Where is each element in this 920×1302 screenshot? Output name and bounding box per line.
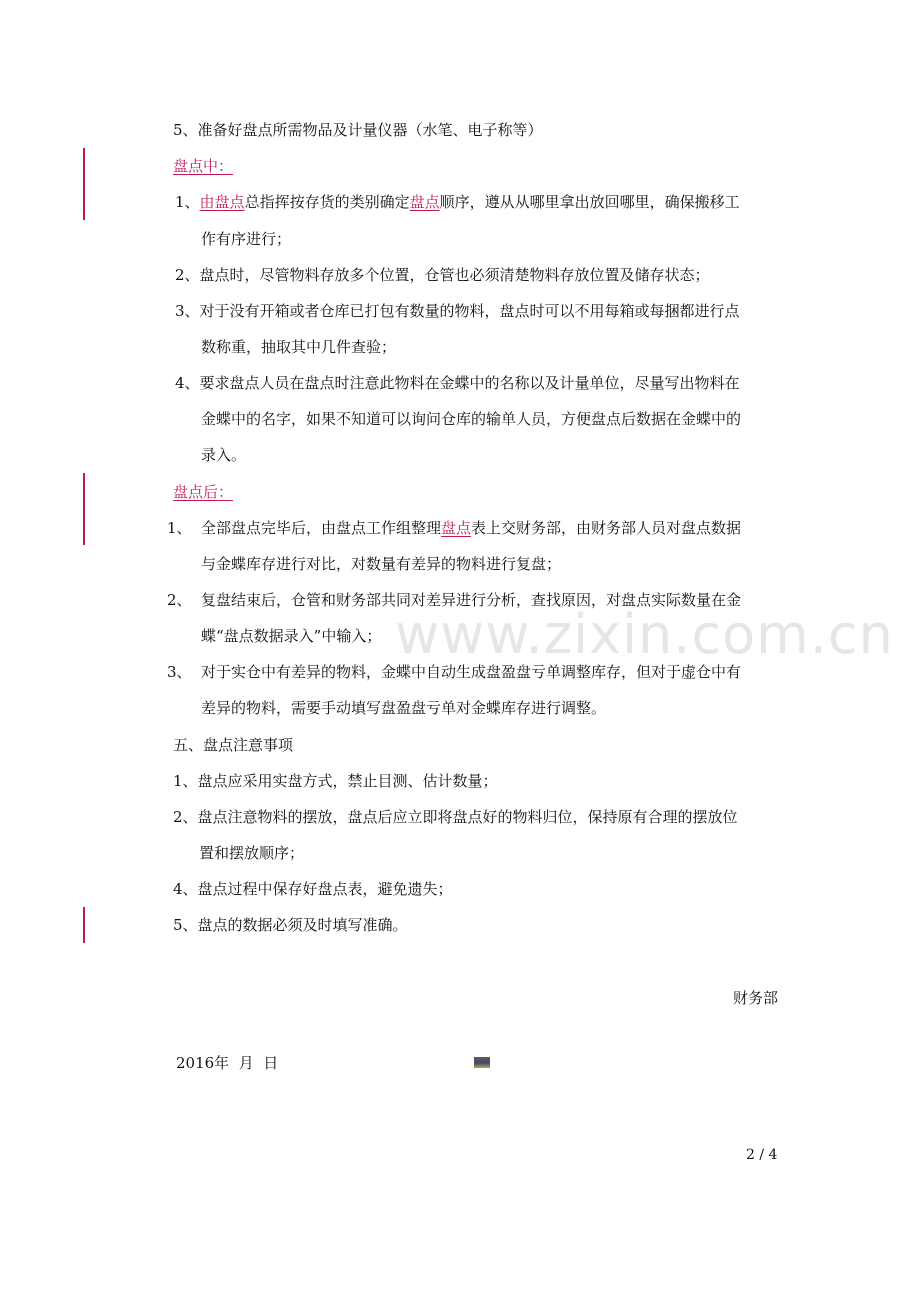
section-heading-during: 盘点中：	[173, 157, 234, 175]
after-item-3: 对于实仓中有差异的物料，金蝶中自动生成盘盈盘亏单调整库存，但对于虚仓中有	[201, 663, 742, 681]
link-pandian[interactable]: 盘点	[409, 193, 440, 211]
during-item-1-cont: 作有序进行；	[201, 230, 292, 248]
revision-bar	[83, 907, 85, 943]
after-item-3-cont: 差异的物料，需要手动填写盘盈盘亏单对金蝶库存进行调整。	[201, 699, 607, 717]
page-number: 2 / 4	[746, 1147, 778, 1163]
notes-item-4: 4、盘点过程中保存好盘点表，避免遗失；	[173, 880, 453, 898]
during-item-4: 4、要求盘点人员在盘点时注意此物料在金蝶中的名称以及计量单位，尽量写出物料在	[175, 374, 740, 392]
during-item-3: 3、对于没有开箱或者仓库已打包有数量的物料，盘点时可以不用每箱或每捆都进行点	[175, 302, 740, 320]
notes-item-2-cont: 置和摆放顺序；	[199, 844, 305, 862]
item-text: 顺序，遵从从哪里拿出放回哪里，确保搬移工	[439, 193, 740, 211]
notes-item-5: 5、盘点的数据必须及时填写准确。	[173, 916, 408, 934]
link-pandian[interactable]: 盘点	[441, 519, 472, 537]
after-item-1-number: 1、	[167, 519, 192, 537]
after-item-2-number: 2、	[167, 591, 192, 609]
signature-date	[176, 1053, 278, 1073]
after-item-2-cont: 蝶“盘点数据录入”中输入；	[201, 627, 382, 645]
revision-bar	[83, 148, 85, 220]
after-item-2: 复盘结束后，仓管和财务部共同对差异进行分析，查找原因，对盘点实际数量在金	[201, 591, 742, 609]
during-item-4-cont2: 录入。	[201, 446, 247, 464]
item-text: 表上交财务部，由财务部人员对盘点数据	[471, 519, 742, 537]
prep-item-5: 5、准备好盘点所需物品及计量仪器（水笔、电子称等）	[173, 121, 543, 139]
notes-item-2: 2、盘点注意物料的摆放，盘点后应立即将盘点好的物料归位，保持原有合理的摆放位	[173, 808, 738, 826]
item-text: 总指挥按存货的类别确定	[244, 193, 410, 211]
revision-bar	[83, 473, 85, 545]
during-item-4-cont1: 金蝶中的名字，如果不知道可以询问仓库的输单人员，方便盘点后数据在金蝶中的	[201, 410, 742, 428]
during-item-3-cont: 数称重，抽取其中几件查验；	[201, 338, 397, 356]
after-item-3-number: 3、	[167, 663, 192, 681]
link-panding[interactable]: 由盘点	[199, 193, 245, 211]
during-item-1	[175, 192, 740, 212]
date-month: 月	[238, 1054, 254, 1072]
section-heading-after: 盘点后：	[173, 483, 234, 501]
after-item-1-cont: 与金蝶库存进行对比，对数量有差异的物料进行复盘；	[201, 555, 562, 573]
after-item-1	[201, 518, 741, 538]
section-heading-notes: 五、盘点注意事项	[173, 736, 294, 754]
date-year: 2016年	[176, 1054, 230, 1072]
signature-dept: 财务部	[733, 989, 779, 1007]
watermark: www.zixin.com.cn	[395, 603, 894, 666]
notes-item-1: 1、盘点应采用实盘方式，禁止目测、估计数量；	[173, 772, 498, 790]
item-text: 全部盘点完毕后，由盘点工作组整理	[201, 519, 442, 537]
item-number: 1、	[175, 193, 200, 211]
small-image-icon	[474, 1057, 490, 1068]
date-day: 日	[263, 1054, 279, 1072]
during-item-2: 2、盘点时，尽管物料存放多个位置，仓管也必须清楚物料存放位置及储存状态；	[175, 266, 710, 284]
